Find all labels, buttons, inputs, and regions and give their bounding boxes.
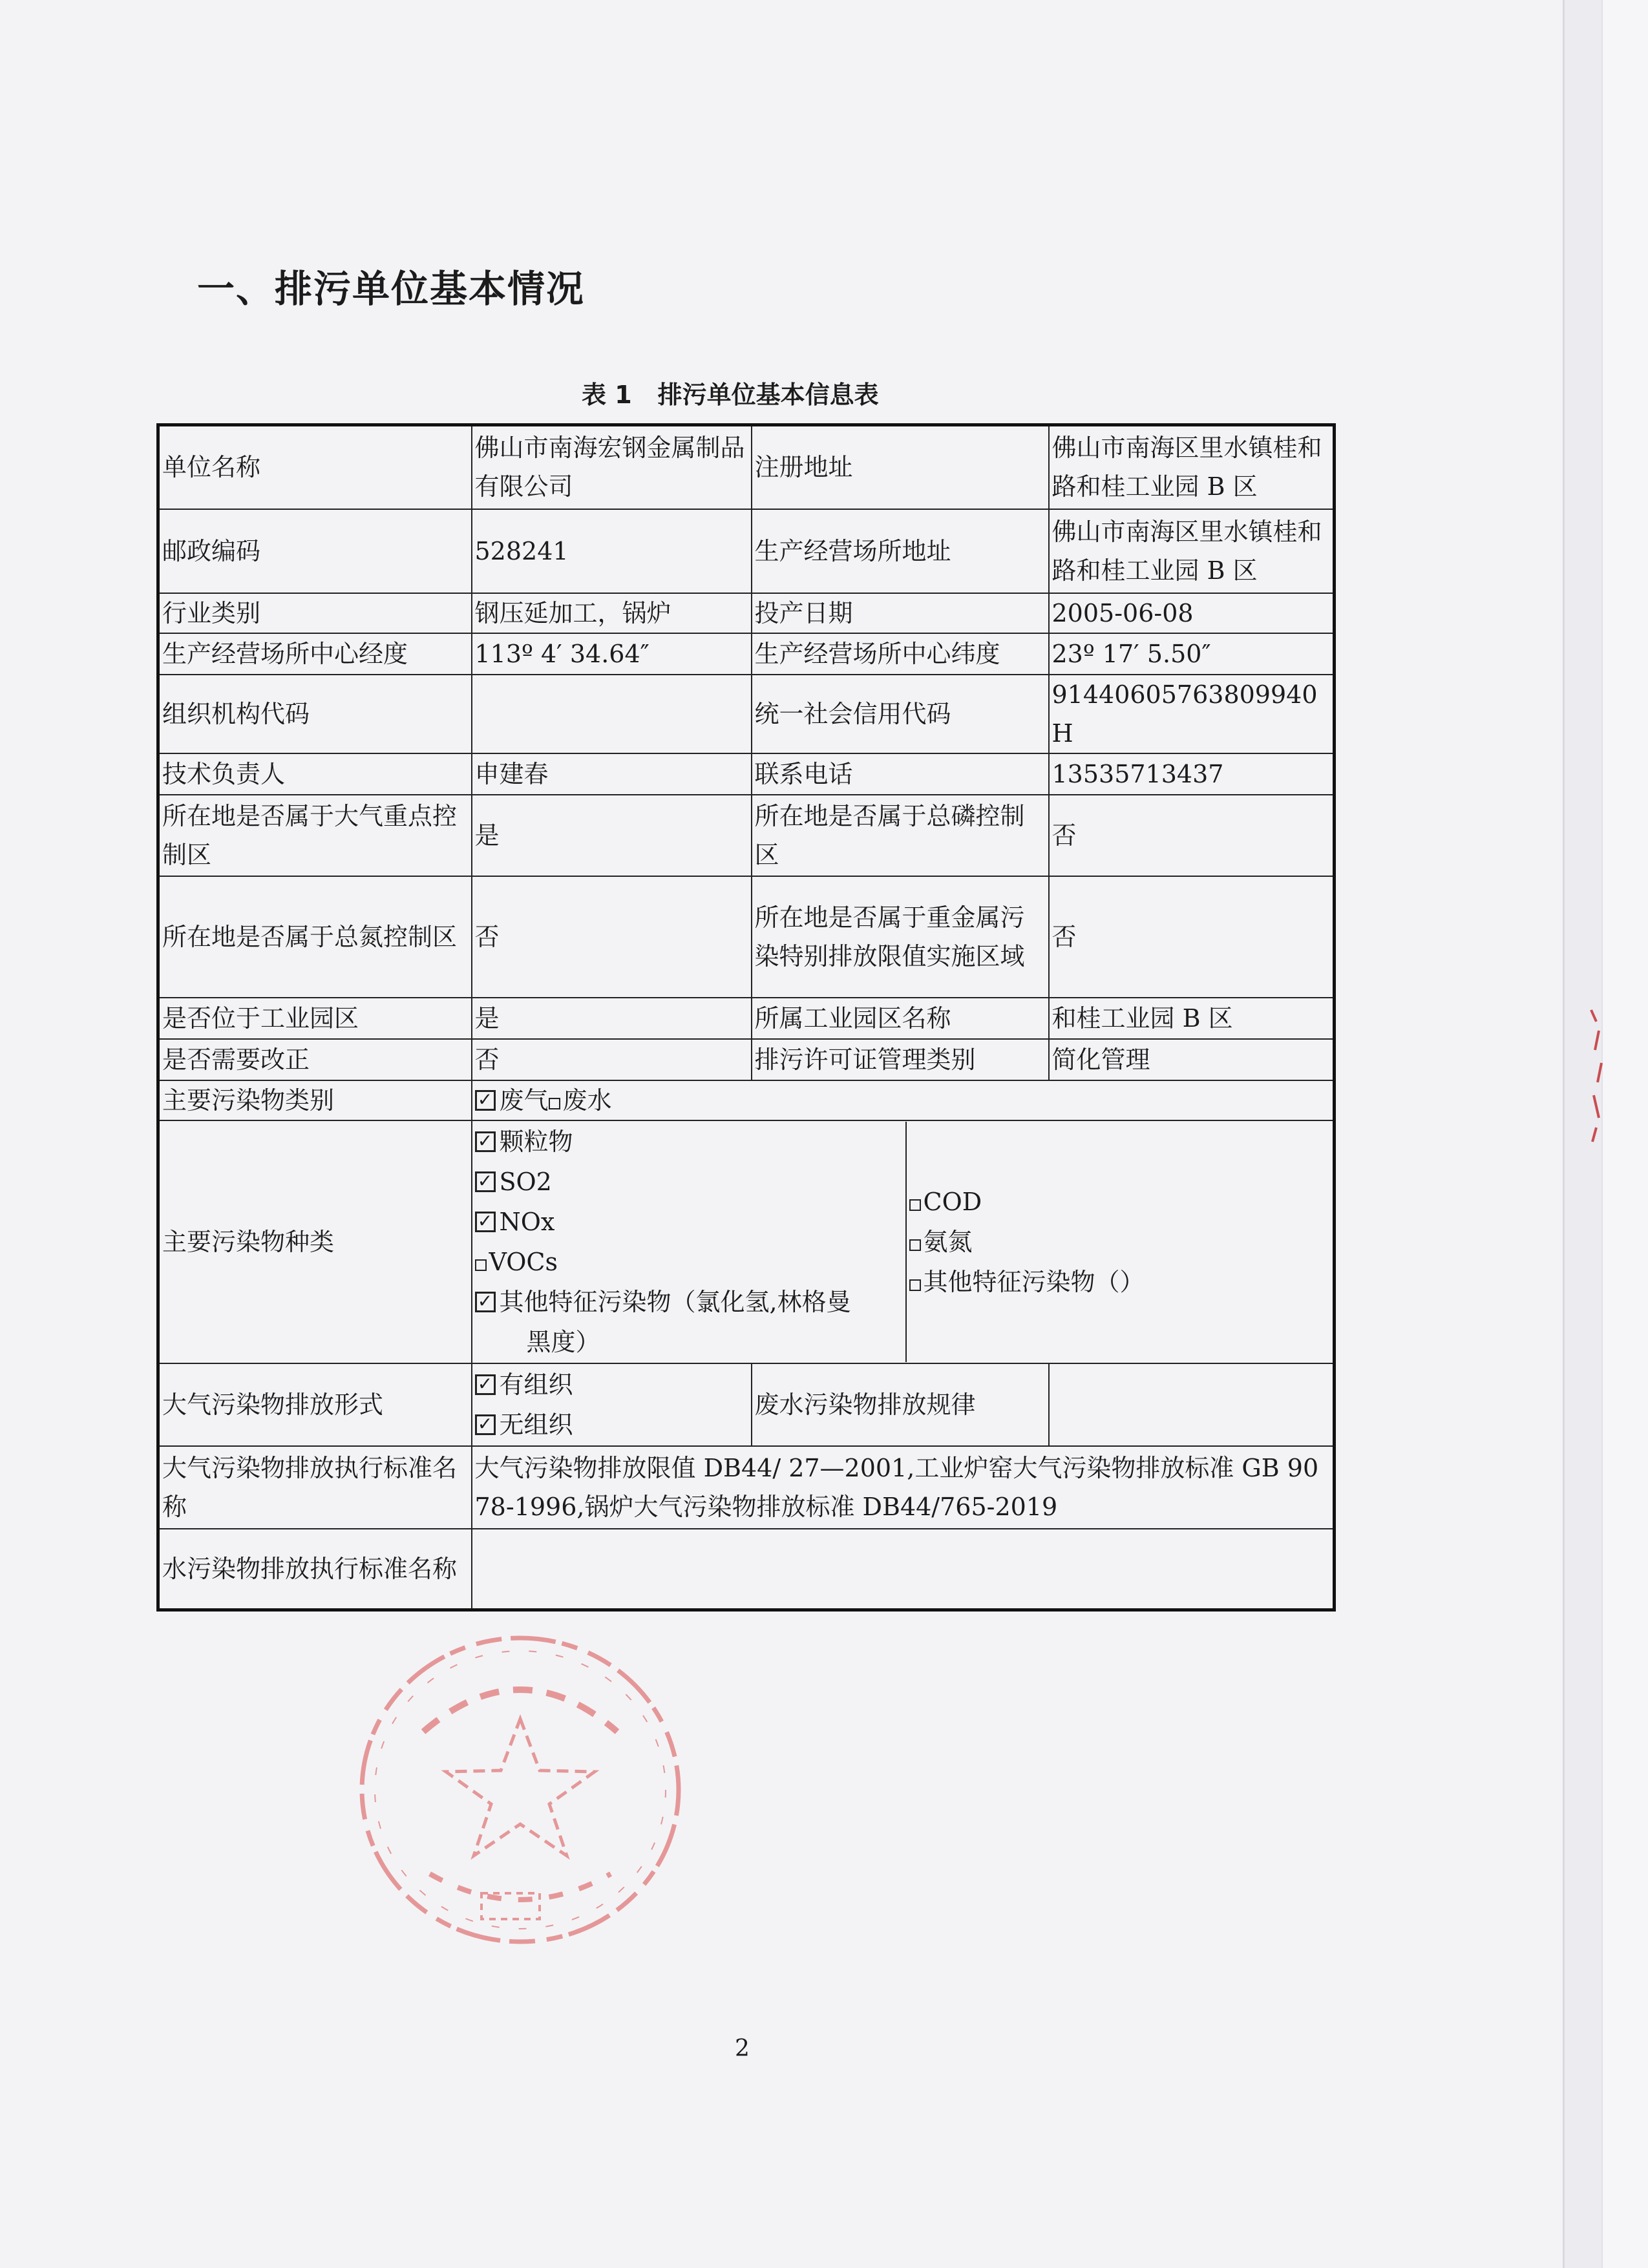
row-label: 组织机构代码	[158, 675, 472, 753]
row-label: 生产经营场所中心经度	[158, 633, 472, 675]
red-edge-mark	[1585, 1005, 1611, 1147]
checkbox-option[interactable]: COD	[909, 1182, 1331, 1222]
row-label: 是否位于工业园区	[158, 998, 472, 1039]
row-value	[472, 675, 752, 753]
row-label: 所在地是否属于总磷控制区	[752, 795, 1049, 876]
water-pollutant-list	[906, 1122, 1333, 1362]
row-value: 佛山市南海宏钢金属制品有限公司	[472, 425, 752, 509]
emission-form-options	[472, 1363, 752, 1446]
row-label: 技术负责人	[158, 753, 472, 795]
checkbox-unorganized[interactable]: ✓	[475, 1414, 496, 1435]
checkbox-pm[interactable]: ✓	[475, 1131, 496, 1152]
table-row	[158, 509, 1335, 593]
checkbox-ammonia[interactable]	[909, 1239, 921, 1251]
checkbox-water[interactable]	[549, 1098, 560, 1109]
table-row	[158, 876, 1335, 998]
row-value: 23º 17′ 5.50″	[1049, 633, 1335, 675]
row-value: 是	[472, 998, 752, 1039]
row-value: 否	[472, 876, 752, 998]
row-label: 统一社会信用代码	[752, 675, 1049, 753]
row-value	[1049, 1363, 1335, 1446]
table-row	[158, 795, 1335, 876]
row-label: 是否需要改正	[158, 1039, 472, 1080]
row-label: 注册地址	[752, 425, 1049, 509]
table-row	[158, 593, 1335, 633]
row-label: 主要污染物类别	[158, 1080, 472, 1120]
table-row-emission-form	[158, 1363, 1335, 1446]
row-label: 所在地是否属于总氮控制区	[158, 876, 472, 998]
row-value: 大气污染物排放限值 DB44/ 27—2001,工业炉窑大气污染物排放标准 GB 9078-1996,锅炉大气污染物排放标准 DB44/765-2019	[472, 1446, 1335, 1529]
row-label: 所在地是否属于大气重点控制区	[158, 795, 472, 876]
checkbox-option[interactable]: 氨氮	[909, 1222, 1331, 1262]
checkbox-option[interactable]: ✓ NOx	[475, 1202, 903, 1242]
checkbox-other-water[interactable]	[909, 1279, 921, 1291]
row-value: 113º 4′ 34.64″	[472, 633, 752, 675]
checkbox-option[interactable]: ✓ 有组织	[475, 1365, 748, 1405]
row-label: 大气污染物排放执行标准名称	[158, 1446, 472, 1529]
row-label: 邮政编码	[158, 509, 472, 593]
row-label: 主要污染物种类	[158, 1120, 472, 1363]
row-label: 所在地是否属于重金属污染特别排放限值实施区域	[752, 876, 1049, 998]
info-table	[156, 423, 1336, 1612]
table-row-water-standard	[158, 1529, 1335, 1610]
row-value: 和桂工业园 B 区	[1049, 998, 1335, 1039]
other-air-continuation: 黑度）	[526, 1327, 600, 1356]
row-label: 大气污染物排放形式	[158, 1363, 472, 1446]
checkbox-option[interactable]: 其他特征污染物（）	[909, 1262, 1331, 1302]
row-value: 简化管理	[1049, 1039, 1335, 1080]
row-value: 佛山市南海区里水镇桂和路和桂工业园 B 区	[1049, 509, 1335, 593]
checkbox-option[interactable]: ✓ 颗粒物	[475, 1122, 903, 1162]
table-row-pollutant-category	[158, 1080, 1335, 1120]
row-label: 排污许可证管理类别	[752, 1039, 1049, 1080]
table-row	[158, 675, 1335, 753]
checkbox-option[interactable]: ✓ 其他特征污染物（氯化氢,林格曼	[475, 1282, 903, 1322]
checkbox-option[interactable]: ✓ SO2	[475, 1162, 903, 1202]
row-label: 水污染物排放执行标准名称	[158, 1529, 472, 1610]
table-caption	[582, 375, 879, 410]
company-seal-stamp	[352, 1622, 688, 1958]
section-heading: 一、排污单位基本情况	[197, 267, 586, 311]
row-label: 投产日期	[752, 593, 1049, 633]
checkbox-vocs[interactable]	[475, 1259, 487, 1271]
row-value: 否	[1049, 795, 1335, 876]
checkbox-option[interactable]: ✓ 无组织	[475, 1405, 748, 1445]
table-row	[158, 998, 1335, 1039]
row-label: 生产经营场所中心纬度	[752, 633, 1049, 675]
table-row-pollutant-types	[158, 1120, 1335, 1363]
checkbox-air[interactable]: ✓	[475, 1090, 496, 1111]
row-label: 联系电话	[752, 753, 1049, 795]
checkbox-organized[interactable]: ✓	[475, 1374, 496, 1395]
table-row	[158, 425, 1335, 509]
checkbox-so2[interactable]: ✓	[475, 1171, 496, 1192]
pollutant-category-options	[472, 1080, 1335, 1120]
row-value: 申建春	[472, 753, 752, 795]
table-row	[158, 1039, 1335, 1080]
checkbox-cod[interactable]	[909, 1199, 921, 1211]
row-value: 佛山市南海区里水镇桂和路和桂工业园 B 区	[1049, 425, 1335, 509]
checkbox-option[interactable]: 废水	[549, 1086, 612, 1115]
checkbox-nox[interactable]: ✓	[475, 1212, 496, 1232]
table-row	[158, 633, 1335, 675]
checkbox-other-air[interactable]: ✓	[475, 1292, 496, 1312]
row-label: 生产经营场所地址	[752, 509, 1049, 593]
page-number: 2	[735, 2035, 750, 2062]
row-label: 行业类别	[158, 593, 472, 633]
checkbox-option[interactable]: VOCs	[475, 1242, 903, 1282]
table-title: 排污单位基本信息表	[657, 381, 879, 409]
row-value: 否	[1049, 876, 1335, 998]
checkbox-option[interactable]: ✓ 废气	[475, 1086, 549, 1115]
row-value: 528241	[472, 509, 752, 593]
table-row-air-standard	[158, 1446, 1335, 1529]
row-value: 钢压延加工，锅炉	[472, 593, 752, 633]
air-pollutant-list	[472, 1122, 906, 1362]
row-label: 所属工业园区名称	[752, 998, 1049, 1039]
row-value: 13535713437	[1049, 753, 1335, 795]
row-value: 是	[472, 795, 752, 876]
row-value: 91440605763809940H	[1049, 675, 1335, 753]
table-row	[158, 753, 1335, 795]
row-value: 2005-06-08	[1049, 593, 1335, 633]
row-label: 单位名称	[158, 425, 472, 509]
row-value	[472, 1529, 1335, 1610]
row-value: 否	[472, 1039, 752, 1080]
table-number: 表 1	[582, 381, 632, 409]
row-label: 废水污染物排放规律	[752, 1363, 1049, 1446]
